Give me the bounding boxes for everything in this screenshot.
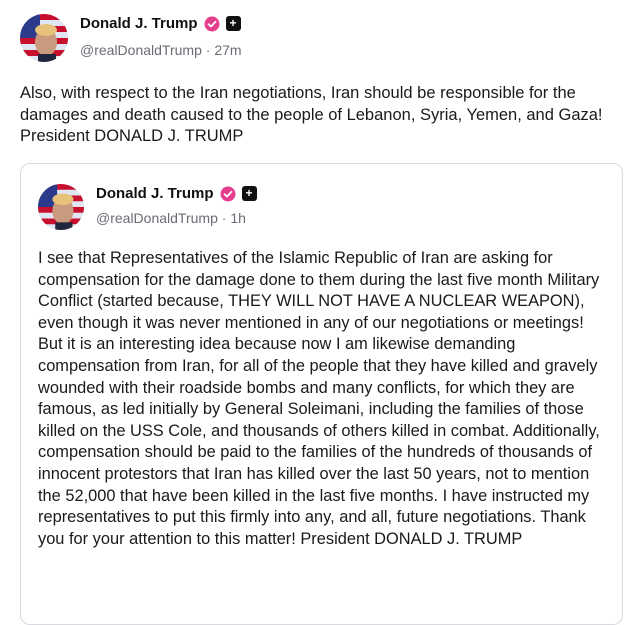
author-handle[interactable]: @realDonaldTrump: [80, 42, 202, 58]
plus-badge-icon: +: [242, 186, 257, 201]
quoted-post-text: I see that Representatives of the Islamic Republic of Iran are asking for compensation for the damage done to them during the last five month Military Conflict (started because, THEY WILL NOT HAVE A NUCLEAR WEAPON), even though it was never mentioned in any of our negotiations or meetings! But it is an interesting idea because now I am likewise demanding compensation from Iran, for all of the people that they have killed and gravely wounded with their roadside bombs and many conflicts, for which they are famous, as led initially by General Soleimani, including the families of those killed on the USS Cole, and thousands of others killed in combat. Additionally, compensation should be paid to the families of the hundreds of thousands of innocent protestors that Iran has killed over the last 50 years, not to mention the 52,000 that have been killed in the last five months. I have instructed my representatives to put this firmly into any, and all, future negotiations. Thank you for your attention to this matter! President DONALD J. TRUMP: [38, 249, 600, 548]
author-name-row: [80, 15, 241, 32]
quoted-post-time[interactable]: 1h: [230, 210, 246, 226]
meta-separator: ·: [205, 42, 211, 58]
quoted-author-name-row: [96, 185, 257, 202]
verified-badge-icon: [204, 16, 220, 32]
plus-badge-icon: +: [226, 16, 241, 31]
meta-separator: ·: [221, 210, 227, 226]
verified-badge-icon: [220, 186, 236, 202]
quoted-author-avatar[interactable]: [38, 184, 84, 230]
quoted-post-card[interactable]: [20, 163, 623, 625]
post-text: Also, with respect to the Iran negotiations, Iran should be responsible for the damages and death caused to the people of Lebanon, Syria, Yemen, and Gaza! President DONALD J. TRUMP: [20, 84, 603, 145]
author-avatar[interactable]: [20, 14, 68, 62]
post-time[interactable]: 27m: [214, 42, 242, 58]
quoted-author-name[interactable]: Donald J. Trump: [96, 185, 214, 202]
quoted-post-meta: [96, 210, 246, 226]
post-meta: [80, 42, 242, 58]
author-name[interactable]: Donald J. Trump: [80, 15, 198, 32]
quoted-author-handle[interactable]: @realDonaldTrump: [96, 210, 218, 226]
